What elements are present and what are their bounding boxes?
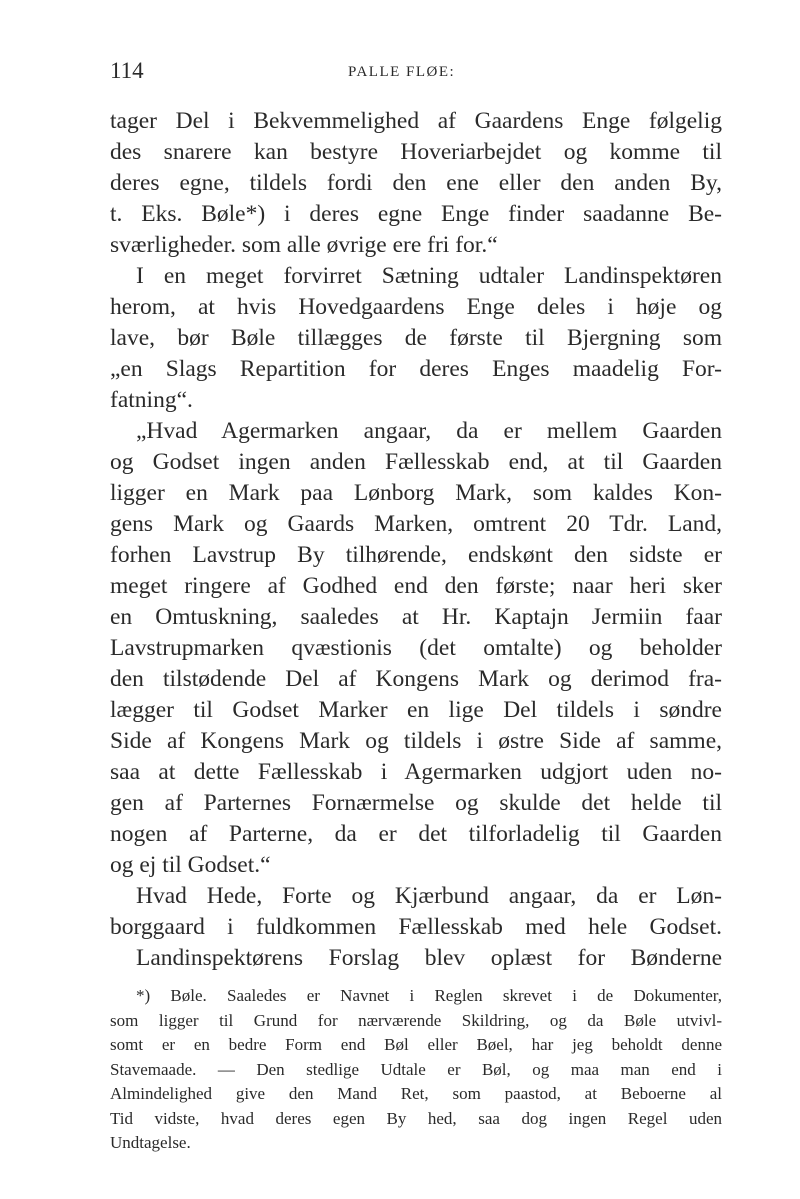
text-line: sværligheder. som alle øvrige ere fri for.“ <box>110 232 498 258</box>
footnote-line: Tid vidste, hvad deres egen By hed, saa dog ingen Regel uden <box>110 1108 722 1128</box>
text-line: ligger en Mark paa Lønborg Mark, som kaldes Kon- <box>110 480 722 506</box>
text-line: en Omtuskning, saaledes at Hr. Kaptajn Jermiin faar <box>110 604 722 630</box>
text-line: Hvad Hede, Forte og Kjærbund angaar, da er Løn- <box>136 883 722 909</box>
document-page <box>110 58 722 1156</box>
footnote-line: Stavemaade. — Den stedlige Udtale er Bøl, og maa man end i <box>110 1059 722 1079</box>
text-line: deres egne, tildels fordi den ene eller den anden By, <box>110 170 722 196</box>
text-line: t. Eks. Bøle*) i deres egne Enge finder saadanne Be- <box>110 201 722 227</box>
text-line: saa at dette Fællesskab i Agermarken udgjort uden no- <box>110 759 722 785</box>
text-line: nogen af Parterne, da er det tilforladelig til Gaarden <box>110 821 722 847</box>
text-line: lave, bør Bøle tillægges de første til Bjergning som <box>110 325 722 351</box>
text-line: forhen Lavstrup By tilhørende, endskønt den sidste er <box>110 542 722 568</box>
text-line: herom, at hvis Hovedgaardens Enge deles i høje og <box>110 294 722 320</box>
footnote-line: Undtagelse. <box>110 1133 191 1152</box>
text-line: „en Slags Repartition for deres Enges maadelig For- <box>110 356 722 382</box>
text-line: tager Del i Bekvemmelighed af Gaardens Enge følgelig <box>110 108 722 134</box>
page-header <box>110 58 722 94</box>
page-number: 114 <box>110 58 144 83</box>
text-line: den tilstødende Del af Kongens Mark og derimod fra- <box>110 666 722 692</box>
running-head: PALLE FLØE: <box>348 64 456 80</box>
text-line: Landinspektørens Forslag blev oplæst for Bønderne <box>136 945 722 971</box>
text-line: gens Mark og Gaards Marken, omtrent 20 Tdr. Land, <box>110 511 722 537</box>
footnotes <box>110 984 722 1156</box>
text-line: borggaard i fuldkommen Fællesskab med hele Godset. <box>110 914 722 940</box>
footnote-line: Almindelighed give den Mand Ret, som paastod, at Beboerne al <box>110 1084 722 1103</box>
text-line: Side af Kongens Mark og tildels i østre Side af samme, <box>110 728 722 754</box>
footnote-line: somt er en bedre Form end Bøl eller Bøel, har jeg beholdt denne <box>110 1035 722 1054</box>
text-line: lægger til Godset Marker en lige Del tildels i søndre <box>110 697 722 723</box>
body-text <box>110 106 722 974</box>
footnote-line: som ligger til Grund for nærværende Skildring, og da Bøle utvivl- <box>110 1010 722 1030</box>
text-line: fatning“. <box>110 387 193 413</box>
text-line: meget ringere af Godhed end den første; naar heri sker <box>110 573 722 599</box>
text-line: Lavstrupmarken qvæstionis (det omtalte) og beholder <box>110 635 722 661</box>
text-line: og ej til Godset.“ <box>110 852 271 878</box>
text-line: gen af Parternes Fornærmelse og skulde det helde til <box>110 790 722 816</box>
text-line: „Hvad Agermarken angaar, da er mellem Gaarden <box>136 418 722 444</box>
text-line: des snarere kan bestyre Hoveriarbejdet og komme til <box>110 139 722 165</box>
text-line: og Godset ingen anden Fællesskab end, at til Gaarden <box>110 449 722 475</box>
text-line: I en meget forvirret Sætning udtaler Landinspektøren <box>136 263 722 289</box>
footnote-line: *) Bøle. Saaledes er Navnet i Reglen skrevet i de Dokumenter, <box>136 986 722 1005</box>
